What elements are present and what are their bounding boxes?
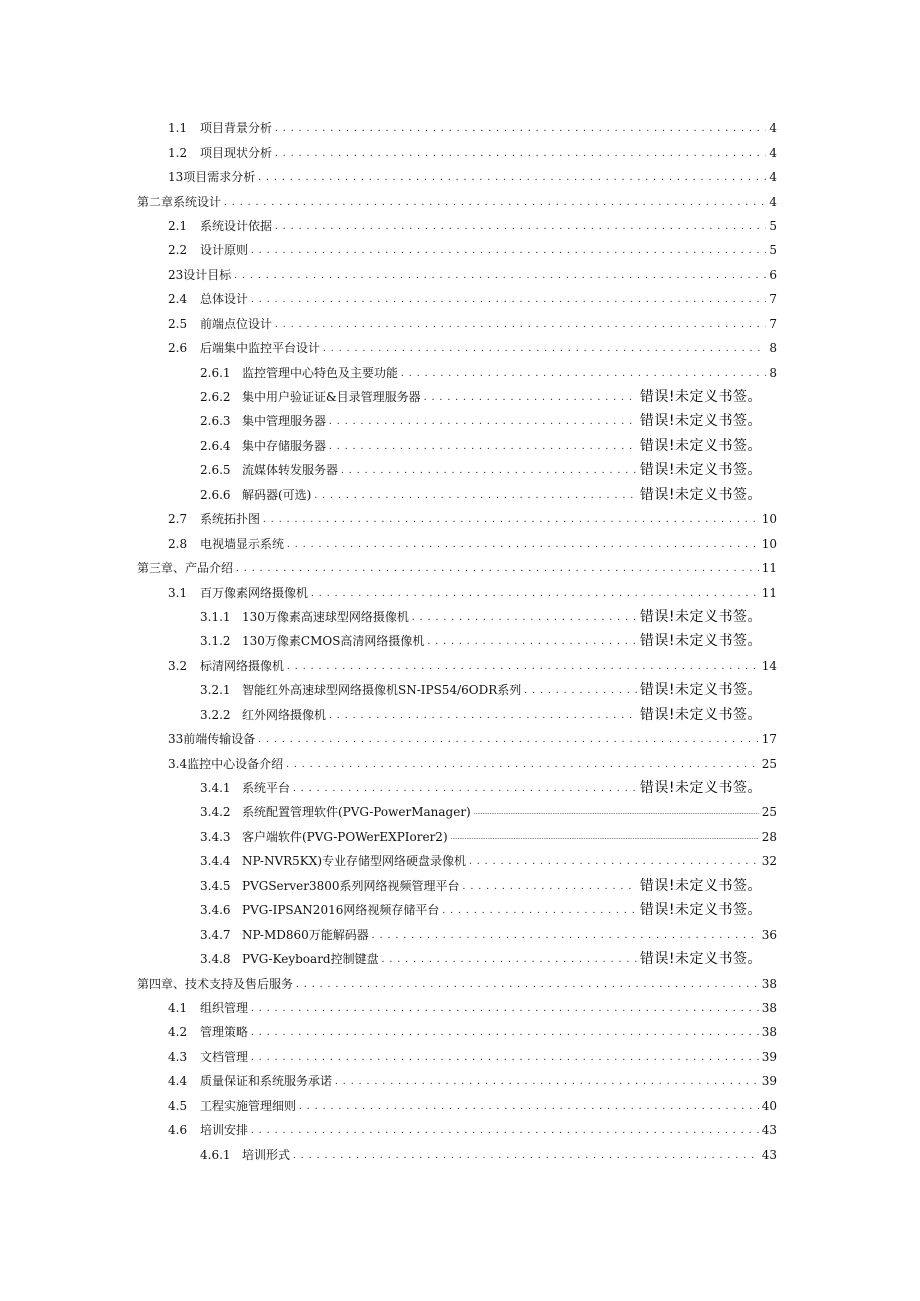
toc-entry-title: 集中管理服务器 — [242, 414, 327, 429]
toc-entry-number: 3.4.1 — [200, 781, 231, 796]
toc-dot-leader — [251, 243, 766, 257]
toc-entry-number: 2.6.1 — [200, 365, 231, 380]
toc-dot-leader — [469, 854, 759, 868]
toc-entry-number: 3.1.2 — [200, 634, 231, 649]
toc-dot-leader — [382, 952, 637, 966]
toc-dot-leader — [293, 1148, 759, 1162]
toc-entry-bookmark-error: 错误!未定义书签。 — [639, 608, 762, 625]
toc-entry[interactable] — [0, 971, 920, 995]
toc-entry-title: 130万像素高速球型网络摄像机 — [242, 609, 409, 624]
toc-entry[interactable] — [0, 849, 920, 873]
toc-dot-leader — [401, 366, 766, 380]
toc-entry-title: 客户端软件(PVG-POWerEXPIorer2) — [242, 829, 448, 844]
toc-entry-bookmark-error: 错误!未定义书签。 — [639, 413, 762, 430]
toc-entry[interactable] — [0, 947, 920, 971]
toc-entry-number: 3.1 — [168, 585, 188, 600]
toc-dot-leader — [372, 928, 759, 942]
toc-entry-bookmark-error: 错误!未定义书签。 — [639, 633, 762, 650]
toc-entry-title: 总体设计 — [200, 292, 249, 307]
toc-entry-bookmark-error: 错误!未定义书签。 — [639, 462, 762, 479]
toc-entry-number: 4.5 — [168, 1098, 188, 1113]
toc-entry[interactable] — [0, 580, 920, 604]
toc-entry-title: 百万像素网络摄像机 — [200, 585, 309, 600]
toc-entry-page-number: 38 — [761, 976, 777, 991]
toc-entry-page-number: 38 — [761, 1000, 777, 1015]
toc-entry-page-number: 4 — [769, 170, 777, 185]
toc-entry-title: 第四章、技术支持及售后服务 — [137, 976, 294, 991]
toc-entry-page-number: 7 — [769, 316, 777, 331]
toc-entry[interactable] — [0, 727, 920, 751]
toc-entry[interactable] — [0, 678, 920, 702]
toc-entry-bookmark-error: 错误!未定义书签。 — [639, 877, 762, 894]
toc-entry[interactable] — [0, 140, 920, 164]
toc-entry-page-number: 14 — [761, 658, 777, 673]
toc-entry-page-number: 38 — [761, 1025, 777, 1040]
toc-entry[interactable] — [0, 507, 920, 531]
toc-entry[interactable] — [0, 1118, 920, 1142]
toc-entry-number: 4.6.1 — [200, 1147, 231, 1162]
toc-entry-page-number: 8 — [769, 365, 777, 380]
toc-entry[interactable] — [0, 116, 920, 140]
toc-dot-leader — [251, 1050, 759, 1064]
toc-entry[interactable] — [0, 703, 920, 727]
toc-entry-number: 2.2 — [168, 243, 188, 258]
toc-entry-number: 3.4.2 — [200, 805, 231, 820]
toc-entry-page-number: 10 — [761, 536, 777, 551]
toc-entry[interactable] — [0, 165, 920, 189]
toc-entry-number: 4.3 — [168, 1049, 188, 1064]
toc-entry[interactable] — [0, 238, 920, 262]
toc-entry-title: PVG-Keyboard控制键盘 — [242, 952, 379, 967]
toc-entry[interactable] — [0, 776, 920, 800]
toc-entry[interactable] — [0, 629, 920, 653]
toc-entry[interactable] — [0, 874, 920, 898]
toc-entry-bookmark-error: 错误!未定义书签。 — [639, 706, 762, 723]
toc-entry-page-number: 8 — [769, 341, 777, 356]
toc-entry[interactable] — [0, 825, 920, 849]
toc-entry-number: 3.2.2 — [200, 707, 231, 722]
toc-entry-title: 系统拓扑图 — [200, 512, 261, 527]
toc-entry-number: 3.4.6 — [200, 903, 231, 918]
toc-entry-title: PVG-IPSAN2016网络视频存储平台 — [242, 903, 440, 918]
toc-dot-leader — [329, 708, 637, 722]
toc-entry-title: 解码器(可选) — [242, 487, 312, 502]
toc-entry[interactable] — [0, 531, 920, 555]
toc-dot-leader — [286, 757, 759, 771]
toc-entry-title: 工程实施管理细则 — [200, 1098, 297, 1113]
toc-entry-number: 2.1 — [168, 218, 188, 233]
toc-entry-bookmark-error: 错误!未定义书签。 — [639, 389, 762, 406]
toc-entry-page-number: 5 — [769, 243, 777, 258]
toc-dot-leader — [474, 805, 759, 819]
toc-entry-bookmark-error: 错误!未定义书签。 — [639, 780, 762, 797]
toc-entry-number: 2.6.2 — [200, 390, 231, 405]
toc-dot-leader — [524, 683, 637, 697]
toc-entry-page-number: 32 — [761, 854, 777, 869]
toc-entry-title: NP-MD860万能解码器 — [242, 927, 369, 942]
toc-entry-page-number: 43 — [761, 1123, 777, 1138]
toc-entry[interactable] — [0, 312, 920, 336]
toc-entry[interactable] — [0, 189, 920, 213]
toc-entry-title: 第二章系统设计 — [137, 194, 222, 209]
toc-entry-number: 3.4.8 — [200, 952, 231, 967]
toc-entry-number: 2.7 — [168, 512, 188, 527]
toc-entry-title: 流媒体转发服务器 — [242, 463, 339, 478]
toc-entry-number: 4.6 — [168, 1123, 188, 1138]
toc-entry-number: 3.2.1 — [200, 683, 231, 698]
toc-entry-number: 4.2 — [168, 1025, 188, 1040]
toc-entry-number: 3.4.3 — [200, 829, 231, 844]
toc-entry-title: 文档管理 — [200, 1049, 249, 1064]
toc-entry-number: 2.6.3 — [200, 414, 231, 429]
toc-entry[interactable] — [0, 434, 920, 458]
toc-entry-number: 2.5 — [168, 316, 188, 331]
toc-entry-bookmark-error: 错误!未定义书签。 — [639, 437, 762, 454]
toc-entry-page-number: 43 — [761, 1147, 777, 1162]
toc-entry[interactable] — [0, 409, 920, 433]
toc-entry-number: 3.1.1 — [200, 609, 231, 624]
toc-entry[interactable] — [0, 458, 920, 482]
toc-entry-number: 2.8 — [168, 536, 188, 551]
toc-entry-title: 培训安排 — [200, 1123, 249, 1138]
toc-entry[interactable] — [0, 214, 920, 238]
toc-entry-number: 2.6.4 — [200, 438, 231, 453]
toc-dot-leader — [275, 317, 766, 331]
toc-entry-number: 1.2 — [168, 145, 188, 160]
toc-entry[interactable] — [0, 996, 920, 1020]
toc-entry[interactable] — [0, 360, 920, 384]
toc-entry-title: 组织管理 — [200, 1000, 249, 1015]
toc-entry-title: PVGServer3800系列网络视频管理平台 — [242, 878, 460, 893]
toc-entry-title: 电视墙显示系统 — [200, 536, 285, 551]
toc-entry-number: 4.1 — [168, 1000, 188, 1015]
toc-entry-number: 1.1 — [168, 121, 188, 136]
toc-entry-number: 3.2 — [168, 658, 188, 673]
toc-entry[interactable] — [0, 922, 920, 946]
toc-entry[interactable] — [0, 287, 920, 311]
toc-dot-leader — [424, 390, 637, 404]
toc-entry-title: 项目背景分析 — [200, 121, 273, 136]
toc-entry-title: 3.4监控中心设备介绍 — [168, 756, 284, 771]
toc-entry-title: 监控管理中心特色及主要功能 — [242, 365, 399, 380]
table-of-contents — [0, 116, 920, 1167]
toc-dot-leader — [224, 195, 766, 209]
toc-entry[interactable] — [0, 385, 920, 409]
toc-entry-title: 系统平台 — [242, 781, 291, 796]
toc-entry[interactable] — [0, 1069, 920, 1093]
toc-entry[interactable] — [0, 800, 920, 824]
toc-entry-page-number: 17 — [761, 732, 777, 747]
toc-dot-leader — [311, 586, 759, 600]
toc-entry[interactable] — [0, 1045, 920, 1069]
toc-entry-bookmark-error: 错误!未定义书签。 — [639, 682, 762, 699]
toc-entry-title: NP-NVR5KX)专业存储型网络硬盘录像机 — [242, 854, 466, 869]
toc-entry-title: 系统配置管理软件(PVG-PowerManager) — [242, 805, 471, 820]
toc-dot-leader — [463, 879, 637, 893]
toc-dot-leader — [287, 659, 759, 673]
toc-dot-leader — [296, 977, 759, 991]
toc-entry-number: 3.4.7 — [200, 927, 231, 942]
toc-entry[interactable] — [0, 336, 920, 360]
toc-entry-title: 前端点位设计 — [200, 316, 273, 331]
toc-entry-title: 培训形式 — [242, 1147, 291, 1162]
toc-entry-number: 2.6.5 — [200, 463, 231, 478]
toc-dot-leader — [275, 219, 766, 233]
toc-dot-leader — [427, 634, 636, 648]
toc-dot-leader — [299, 1099, 759, 1113]
toc-entry[interactable] — [0, 898, 920, 922]
toc-entry-title: 标清网络摄像机 — [200, 658, 285, 673]
toc-entry[interactable] — [0, 605, 920, 629]
toc-entry-page-number: 40 — [761, 1098, 777, 1113]
toc-entry[interactable] — [0, 483, 920, 507]
toc-dot-leader — [314, 488, 637, 502]
toc-dot-leader — [412, 610, 637, 624]
toc-entry-title: 后端集中监控平台设计 — [200, 341, 321, 356]
toc-entry-title: 项目现状分析 — [200, 145, 273, 160]
toc-entry-title: 红外网络摄像机 — [242, 707, 327, 722]
toc-entry-page-number: 36 — [761, 927, 777, 942]
toc-entry-title: 第三章、产品介绍 — [137, 561, 234, 576]
toc-dot-leader — [329, 439, 637, 453]
toc-entry-title: 33前端传输设备 — [168, 732, 256, 747]
toc-dot-leader — [263, 512, 759, 526]
toc-entry-page-number: 25 — [761, 805, 777, 820]
toc-entry-bookmark-error: 错误!未定义书签。 — [639, 951, 762, 968]
toc-entry-page-number: 4 — [769, 121, 777, 136]
toc-entry[interactable] — [0, 654, 920, 678]
toc-dot-leader — [275, 121, 766, 135]
toc-entry-page-number: 11 — [761, 561, 777, 576]
toc-dot-leader — [275, 146, 766, 160]
toc-dot-leader — [341, 463, 637, 477]
toc-entry[interactable] — [0, 1020, 920, 1044]
toc-entry-title: 系统设计依据 — [200, 218, 273, 233]
toc-entry-page-number: 39 — [761, 1074, 777, 1089]
toc-entry[interactable] — [0, 263, 920, 287]
toc-entry-number: 4.4 — [168, 1074, 188, 1089]
toc-entry[interactable] — [0, 556, 920, 580]
toc-entry-page-number: 10 — [761, 512, 777, 527]
toc-dot-leader — [251, 1123, 759, 1137]
toc-entry-page-number: 28 — [761, 829, 777, 844]
toc-dot-leader — [251, 1025, 759, 1039]
toc-entry-title: 管理策略 — [200, 1025, 249, 1040]
toc-entry-bookmark-error: 错误!未定义书签。 — [639, 902, 762, 919]
toc-entry-number: 2.6.6 — [200, 487, 231, 502]
toc-entry-number: 3.4.4 — [200, 854, 231, 869]
toc-entry[interactable] — [0, 1142, 920, 1166]
toc-entry-page-number: 39 — [761, 1049, 777, 1064]
toc-entry-bookmark-error: 错误!未定义书签。 — [639, 486, 762, 503]
toc-entry-page-number: 4 — [769, 145, 777, 160]
toc-entry-number: 3.4.5 — [200, 878, 231, 893]
toc-dot-leader — [335, 1074, 759, 1088]
toc-entry-title: 集中用户验证证&目录管理服务器 — [242, 390, 421, 405]
toc-entry[interactable] — [0, 1094, 920, 1118]
toc-dot-leader — [236, 561, 759, 575]
toc-dot-leader — [251, 292, 766, 306]
toc-entry-page-number: 5 — [769, 218, 777, 233]
toc-dot-leader — [287, 537, 759, 551]
toc-entry-title: 质量保证和系统服务承诺 — [200, 1074, 333, 1089]
toc-dot-leader — [258, 732, 758, 746]
toc-dot-leader — [251, 1001, 759, 1015]
toc-dot-leader — [451, 830, 759, 844]
toc-entry-title: 130万像素CMOS高清网络摄像机 — [242, 634, 425, 649]
toc-entry-page-number: 11 — [761, 585, 777, 600]
toc-entry-title: 智能红外高速球型网络摄像机SN-IPS54/6ODR系列 — [242, 683, 522, 698]
toc-entry-page-number: 6 — [769, 267, 777, 282]
toc-entry-title: 13项目需求分析 — [168, 170, 256, 185]
toc-entry-number: 2.4 — [168, 292, 188, 307]
toc-entry-title: 设计原则 — [200, 243, 249, 258]
toc-entry-title: 23设计目标 — [168, 267, 232, 282]
toc-dot-leader — [442, 903, 637, 917]
toc-entry[interactable] — [0, 751, 920, 775]
toc-entry-page-number: 7 — [769, 292, 777, 307]
toc-entry-page-number: 25 — [761, 756, 777, 771]
toc-entry-number: 2.6 — [168, 341, 188, 356]
toc-dot-leader — [234, 268, 766, 282]
toc-dot-leader — [329, 414, 637, 428]
toc-entry-title: 集中存储服务器 — [242, 438, 327, 453]
toc-dot-leader — [323, 341, 766, 355]
toc-dot-leader — [293, 781, 637, 795]
toc-dot-leader — [258, 170, 766, 184]
toc-entry-page-number: 4 — [769, 194, 777, 209]
